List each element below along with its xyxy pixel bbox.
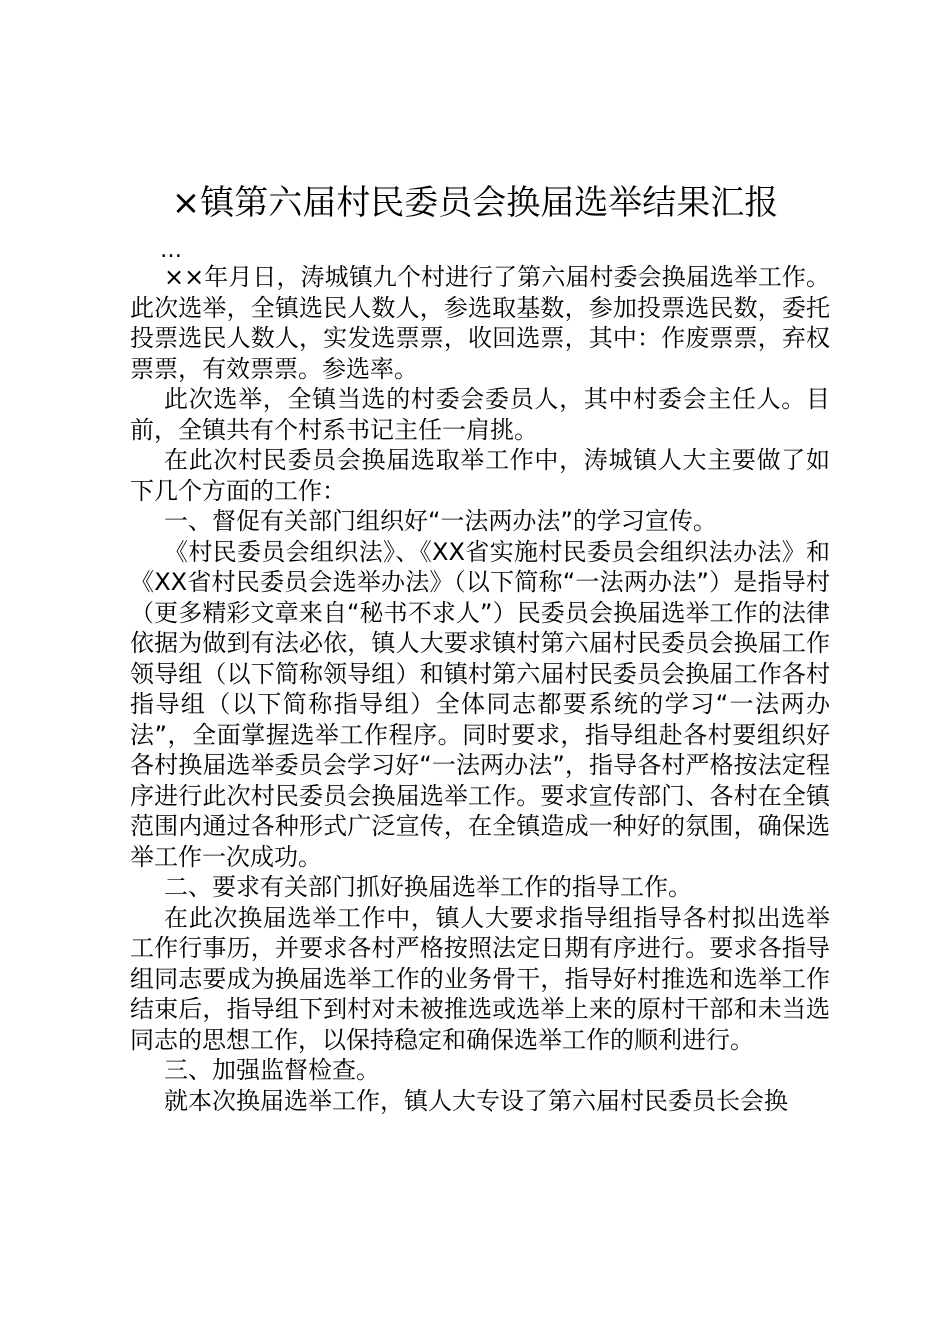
section-heading-2: 二、要求有关部门抓好换届选举工作的指导工作。 bbox=[164, 873, 692, 901]
section-heading-1: 一、督促有关部门组织好“一法两办法”的学习宣传。 bbox=[164, 507, 717, 535]
paragraph-elected: 此次选举，全镇当选的村委会委员人，其中村委会主任人。目前，全镇共有个村系书记主任一肩挑。 bbox=[130, 385, 830, 444]
paragraph-guidance: 在此次换届选举工作中，镇人大要求指导组指导各村拟出选举工作行事历，并要求各村严格按照法定日期有序进行。要求各指导组同志要成为换届选举工作的业务骨干，指导好村推选和选举工作结束后，指导组下到村对未被推选或选举上来的原村干部和未当选同志的思想工作，以保持稳定和确保选举工作的顺利进行。 bbox=[130, 903, 830, 1054]
document-title: ×镇第六届村民委员会换届选举结果汇报 bbox=[171, 183, 779, 223]
ellipsis-text: … bbox=[160, 238, 182, 263]
paragraph-law-study: 《村民委员会组织法》、《XX省实施村民委员会组织法办法》和《XX省村民委员会选举办法》（以下简称“一法两办法”）是指导村（更多精彩文章来自“秘书不求人”）民委员会换届选举工作的法律依据为做到有法必依，镇人大要求镇村第六届村民委员会换届工作领导组（以下简称领导组）和镇村第六届村民委员会换届工作各村指导组（以下简称指导组）全体同志都要系统的学习“一法两办法”，全面掌握选举工作程序。同时要求，指导组赴各村要组织好各村换届选举委员会学习好“一法两办法”，指导各村严格按法定程序进行此次村民委员会换届选举工作。要求宣传部门、各村在全镇范围内通过各种形式广泛宣传，在全镇造成一种好的氛围，确保选举工作一次成功。 bbox=[130, 537, 830, 871]
document-body bbox=[130, 262, 830, 1116]
paragraph-work-intro: 在此次村民委员会换届选取举工作中，涛城镇人大主要做了如下几个方面的工作： bbox=[130, 446, 830, 505]
paragraph-summary: ××年月日，涛城镇九个村进行了第六届村委会换届选举工作。此次选举，全镇选民人数人，参选取基数，参加投票选民数，委托投票选民人数人，实发选票票，收回选票，其中：作废票票，弃权票票，有效票票。参选率。 bbox=[130, 263, 830, 383]
paragraph-supervision: 就本次换届选举工作，镇人大专设了第六届村民委员长会换 bbox=[164, 1086, 788, 1115]
section-heading-3: 三、加强监督检查。 bbox=[164, 1056, 380, 1084]
